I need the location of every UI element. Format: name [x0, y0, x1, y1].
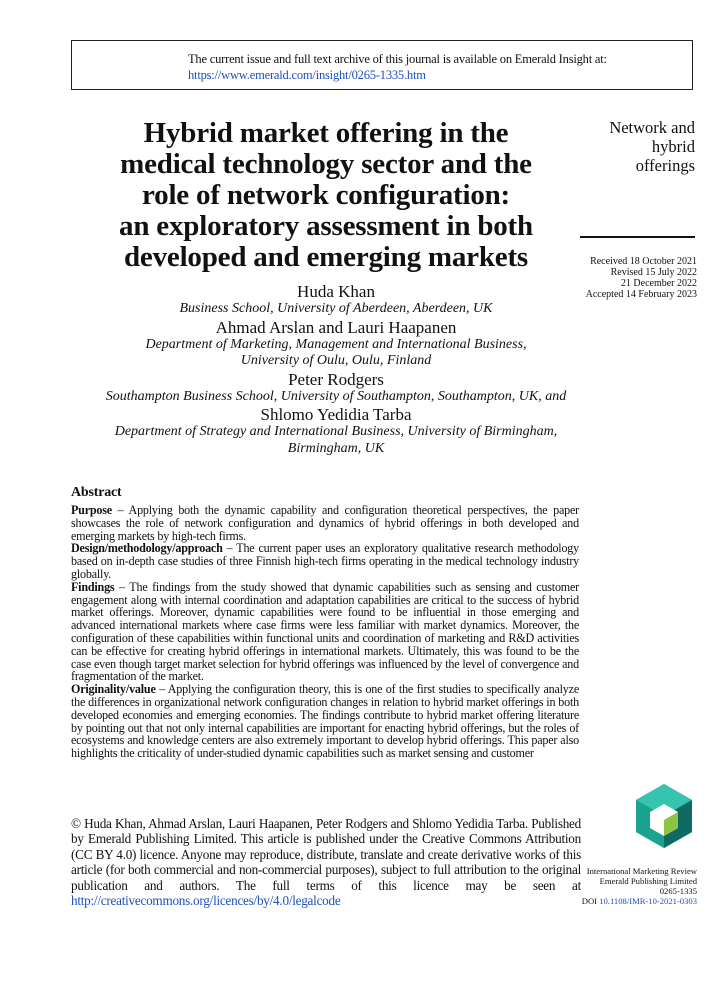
abstract-purpose: [71, 504, 579, 542]
section-text: – Applying both the dynamic capability and configuration theoretical perspectives, the paper showcases the role of network configuration and dynamics of hybrid offerings in both developed and emerging markets by high-tech firms.: [71, 503, 579, 543]
author-affiliation: [66, 337, 606, 370]
section-text: – The findings from the study showed that dynamic capabilities such as sensing and customer engagement along with internal coordination and adaptation capabilities are critical to the success of hybrid market offerings. Moreover, dynamic capabilities were found to be influential in those emerging and advanced international markets where case firms were less familiar with market dynamics. Moreover, the configuration of these capabilities within functional units and coordination of marketing and R&D activities can be effective for creating hybrid offerings in international markets. Ultimately, this was found to be the case even though target market selection for hybrid offerings was influenced by the level of convergence and fragmentation of the market.: [71, 579, 579, 684]
section-label: Design/methodology/approach: [71, 541, 223, 556]
journal-info: [560, 866, 697, 906]
author-list: [66, 282, 606, 457]
sidebar-divider: [580, 236, 695, 238]
section-label: Purpose: [71, 503, 112, 517]
abstract-section: [71, 485, 579, 760]
journal-publisher: Emerald Publishing Limited: [599, 876, 697, 886]
author-name: Huda Khan: [297, 282, 375, 301]
author-affiliation: [66, 424, 606, 457]
affiliation-line: University of Oulu, Oulu, Finland: [240, 353, 432, 368]
author-affiliation: Southampton Business School, University of Southampton, Southampton, UK, and: [105, 388, 567, 404]
journal-archive-link[interactable]: https://www.emerald.com/insight/0265-1335.htm: [188, 68, 426, 82]
affiliation-line: Department of Strategy and International Business, University of Birmingham,: [114, 424, 558, 439]
doi-link[interactable]: 10.1108/IMR-10-2021-0303: [599, 896, 697, 906]
author-name: Shlomo Yedidia Tarba: [260, 405, 412, 424]
section-text: – Applying the configuration theory, this is one of the first studies to specifically analyze the differences in organizational network configuration changes in relation to hybrid market offerings in both developed economies and emerging economies. The findings contribute to hybrid market offering literature by pointing out that not only internal capabilities are important for enacting hybrid offerings, but the roles of ecosystems and knowledge centers are also extremely important to develop hybrid offerings. This paper also highlights the criticality of under-studied dynamic capabilities such as market sensing and customer: [71, 682, 579, 761]
license-statement: [71, 816, 581, 908]
license-text: © Huda Khan, Ahmad Arslan, Lauri Haapanen, Peter Rodgers and Shlomo Yedidia Tarba. Published by Emerald Publishing Limited. This article is published under the Creative Commons Attribution (CC BY 4.0) licence. Anyone may reproduce, distribute, translate and create derivative works of this article (for both commercial and non-commercial purposes), subject to full attribution to the original publication and authors. The full terms of this licence may be seen at: [71, 816, 581, 893]
abstract-heading: Abstract: [71, 485, 122, 500]
revised-date: 21 December 2022: [620, 278, 697, 289]
author-name: Peter Rodgers: [288, 369, 384, 389]
license-link[interactable]: http://creativecommons.org/licences/by/4.0/legalcode: [71, 893, 341, 909]
section-text: – The current paper uses an exploratory qualitative research methodology based on in-depth case studies of three Finnish high-tech firms operating in the medical technology industry globally.: [71, 541, 579, 581]
affiliation-line: Birmingham, UK: [287, 440, 385, 456]
article-title: [71, 118, 581, 273]
journal-issn: 0265-1335: [659, 886, 697, 896]
running-title-line: Network and: [609, 118, 695, 137]
revised-date: Revised 15 July 2022: [610, 267, 697, 278]
running-title: [560, 118, 695, 175]
received-date: Received 18 October 2021: [590, 256, 697, 267]
running-title-line: hybrid: [651, 137, 695, 156]
journal-name: International Marketing Review: [586, 866, 697, 876]
journal-notice-box: [71, 40, 693, 90]
section-label: Originality/value: [71, 682, 156, 697]
title-line: developed and emerging markets: [124, 241, 528, 273]
title-line: role of network configuration:: [142, 179, 510, 211]
affiliation-line: Department of Marketing, Management and International Business,: [145, 336, 527, 352]
emerald-logo-icon: [636, 784, 692, 848]
abstract-design: [71, 542, 579, 580]
running-title-line: offerings: [635, 156, 695, 175]
section-label: Findings: [71, 579, 115, 594]
journal-notice-text: The current issue and full text archive of this journal is available on Emerald Insight at:: [188, 52, 607, 66]
doi-label: DOI: [581, 896, 600, 906]
title-line: medical technology sector and the: [120, 148, 532, 180]
accepted-date: Accepted 14 February 2023: [585, 289, 697, 300]
author-affiliation: Business School, University of Aberdeen, Aberdeen, UK: [179, 301, 493, 316]
title-line: an exploratory assessment in both: [119, 210, 533, 242]
title-line: Hybrid market offering in the: [143, 117, 509, 149]
author-name: Ahmad Arslan and Lauri Haapanen: [215, 317, 457, 337]
abstract-findings: [71, 581, 579, 683]
abstract-originality: [71, 683, 579, 760]
